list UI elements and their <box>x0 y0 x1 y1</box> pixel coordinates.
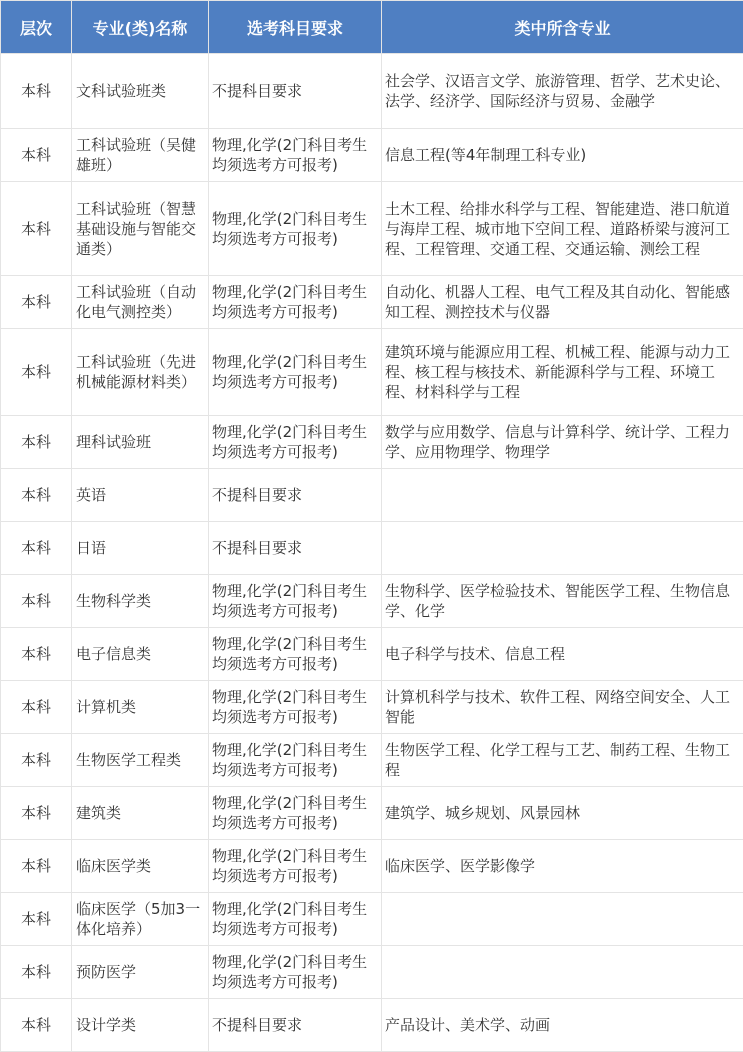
included-majors-cell <box>382 946 743 999</box>
table-row <box>1 129 743 182</box>
header-row <box>1 1 743 54</box>
included-majors-cell: 计算机科学与技术、软件工程、网络空间安全、人工智能 <box>382 681 743 734</box>
level-cell: 本科 <box>1 946 72 999</box>
table-row <box>1 54 743 129</box>
included-majors-cell: 信息工程(等4年制理工科专业) <box>382 129 743 182</box>
subject-requirement-cell: 物理,化学(2门科目考生均须选考方可报考) <box>209 276 382 329</box>
major-name-cell: 文科试验班类 <box>72 54 209 129</box>
level-cell: 本科 <box>1 575 72 628</box>
major-name-cell: 理科试验班 <box>72 416 209 469</box>
included-majors-cell: 建筑学、城乡规划、风景园林 <box>382 787 743 840</box>
table-row <box>1 681 743 734</box>
major-name-cell: 日语 <box>72 522 209 575</box>
table-row <box>1 522 743 575</box>
major-name-cell: 计算机类 <box>72 681 209 734</box>
subject-requirement-cell: 不提科目要求 <box>209 999 382 1052</box>
level-cell: 本科 <box>1 628 72 681</box>
included-majors-cell: 社会学、汉语言文学、旅游管理、哲学、艺术史论、法学、经济学、国际经济与贸易、金融学 <box>382 54 743 129</box>
major-name-cell: 临床医学类 <box>72 840 209 893</box>
subject-requirement-cell: 物理,化学(2门科目考生均须选考方可报考) <box>209 893 382 946</box>
subject-requirement-cell: 不提科目要求 <box>209 469 382 522</box>
table-row <box>1 734 743 787</box>
included-majors-cell: 生物医学工程、化学工程与工艺、制药工程、生物工程 <box>382 734 743 787</box>
included-majors-cell <box>382 893 743 946</box>
subject-requirement-cell: 物理,化学(2门科目考生均须选考方可报考) <box>209 734 382 787</box>
included-majors-cell: 生物科学、医学检验技术、智能医学工程、生物信息学、化学 <box>382 575 743 628</box>
included-majors-cell: 土木工程、给排水科学与工程、智能建造、港口航道与海岸工程、城市地下空间工程、道路桥梁与渡河工程、工程管理、交通工程、交通运输、测绘工程 <box>382 182 743 276</box>
subject-requirement-cell: 物理,化学(2门科目考生均须选考方可报考) <box>209 840 382 893</box>
header-included-majors: 类中所含专业 <box>382 1 743 54</box>
table-row <box>1 276 743 329</box>
level-cell: 本科 <box>1 522 72 575</box>
level-cell: 本科 <box>1 734 72 787</box>
major-name-cell: 工科试验班（先进机械能源材料类） <box>72 329 209 416</box>
major-name-cell: 英语 <box>72 469 209 522</box>
included-majors-cell: 临床医学、医学影像学 <box>382 840 743 893</box>
subject-requirement-cell: 物理,化学(2门科目考生均须选考方可报考) <box>209 946 382 999</box>
included-majors-cell <box>382 522 743 575</box>
table-row <box>1 893 743 946</box>
included-majors-cell: 建筑环境与能源应用工程、机械工程、能源与动力工程、核工程与核技术、新能源科学与工程、环境工程、材料科学与工程 <box>382 329 743 416</box>
level-cell: 本科 <box>1 54 72 129</box>
table-row <box>1 575 743 628</box>
level-cell: 本科 <box>1 329 72 416</box>
level-cell: 本科 <box>1 787 72 840</box>
table-row <box>1 999 743 1052</box>
subject-requirement-cell: 物理,化学(2门科目考生均须选考方可报考) <box>209 182 382 276</box>
subject-requirement-cell: 物理,化学(2门科目考生均须选考方可报考) <box>209 681 382 734</box>
header-level: 层次 <box>1 1 72 54</box>
level-cell: 本科 <box>1 999 72 1052</box>
header-subject-requirement: 选考科目要求 <box>209 1 382 54</box>
major-name-cell: 工科试验班（自动化电气测控类） <box>72 276 209 329</box>
major-name-cell: 设计学类 <box>72 999 209 1052</box>
subject-requirement-cell: 物理,化学(2门科目考生均须选考方可报考) <box>209 129 382 182</box>
table-row <box>1 946 743 999</box>
subject-requirement-cell: 不提科目要求 <box>209 54 382 129</box>
level-cell: 本科 <box>1 182 72 276</box>
included-majors-cell: 产品设计、美术学、动画 <box>382 999 743 1052</box>
included-majors-cell: 数学与应用数学、信息与计算科学、统计学、工程力学、应用物理学、物理学 <box>382 416 743 469</box>
major-name-cell: 建筑类 <box>72 787 209 840</box>
subject-requirement-cell: 物理,化学(2门科目考生均须选考方可报考) <box>209 416 382 469</box>
level-cell: 本科 <box>1 129 72 182</box>
major-name-cell: 工科试验班（智慧基础设施与智能交通类） <box>72 182 209 276</box>
level-cell: 本科 <box>1 893 72 946</box>
subject-requirement-cell: 物理,化学(2门科目考生均须选考方可报考) <box>209 628 382 681</box>
major-name-cell: 临床医学（5加3一体化培养） <box>72 893 209 946</box>
level-cell: 本科 <box>1 681 72 734</box>
header-major-name: 专业(类)名称 <box>72 1 209 54</box>
level-cell: 本科 <box>1 840 72 893</box>
subject-requirement-cell: 物理,化学(2门科目考生均须选考方可报考) <box>209 787 382 840</box>
table-row <box>1 787 743 840</box>
major-name-cell: 生物科学类 <box>72 575 209 628</box>
level-cell: 本科 <box>1 416 72 469</box>
major-name-cell: 工科试验班（吴健雄班） <box>72 129 209 182</box>
table-row <box>1 469 743 522</box>
table-row <box>1 416 743 469</box>
subject-requirement-cell: 不提科目要求 <box>209 522 382 575</box>
table-row <box>1 182 743 276</box>
subject-requirement-cell: 物理,化学(2门科目考生均须选考方可报考) <box>209 329 382 416</box>
level-cell: 本科 <box>1 276 72 329</box>
major-name-cell: 电子信息类 <box>72 628 209 681</box>
major-name-cell: 生物医学工程类 <box>72 734 209 787</box>
included-majors-cell: 电子科学与技术、信息工程 <box>382 628 743 681</box>
table-row <box>1 840 743 893</box>
included-majors-cell: 自动化、机器人工程、电气工程及其自动化、智能感知工程、测控技术与仪器 <box>382 276 743 329</box>
table-row <box>1 329 743 416</box>
subject-requirement-cell: 物理,化学(2门科目考生均须选考方可报考) <box>209 575 382 628</box>
included-majors-cell <box>382 469 743 522</box>
major-name-cell: 预防医学 <box>72 946 209 999</box>
level-cell: 本科 <box>1 469 72 522</box>
table-row <box>1 628 743 681</box>
